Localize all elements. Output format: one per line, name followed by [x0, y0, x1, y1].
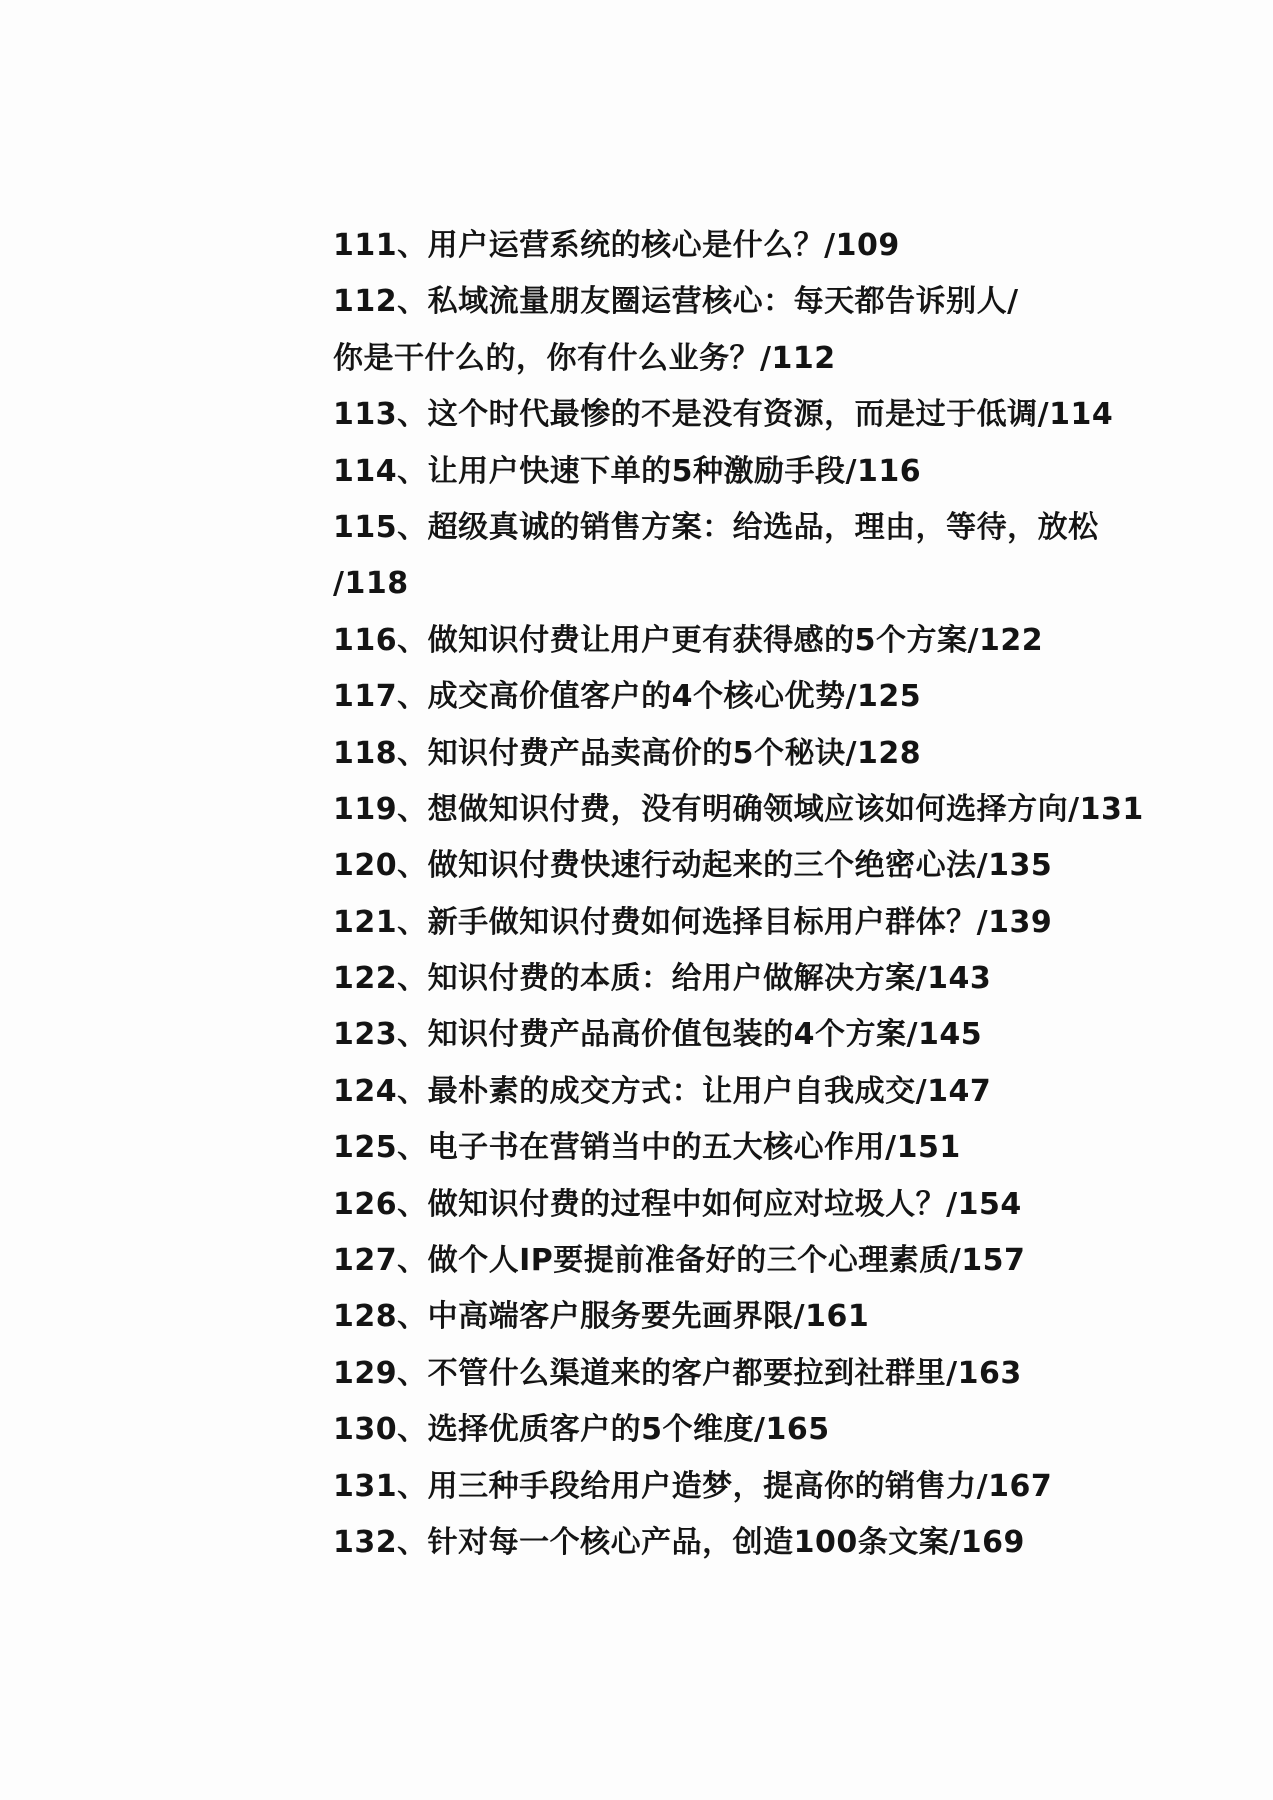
toc-entry	[333, 838, 1233, 894]
toc-entry-title: 121、新手做知识付费如何选择目标用户群体？/139	[333, 904, 1053, 940]
toc-entry-title: 127、做个人IP要提前准备好的三个心理素质/157	[333, 1243, 1026, 1279]
toc-entry	[333, 274, 1233, 387]
toc-entry-title: 132、针对每一个核心产品，创造100条文案/169	[333, 1524, 1025, 1560]
toc-entry-title: 115、超级真诚的销售方案：给选品，理由，等待，放松	[333, 509, 1099, 545]
toc-entry	[333, 951, 1233, 1007]
toc-entry	[333, 1402, 1233, 1458]
toc-entry-title: 131、用三种手段给用户造梦，提高你的销售力/167	[333, 1468, 1053, 1504]
toc-entry	[333, 1007, 1233, 1063]
toc-entry-title: 117、成交高价值客户的4个核心优势/125	[333, 679, 922, 715]
toc-entry-title: 111、用户运营系统的核心是什么？/109	[333, 228, 900, 263]
toc-entry-continuation: 你是干什么的，你有什么业务？/112	[333, 340, 836, 376]
toc-entry	[333, 1346, 1233, 1402]
table-of-contents	[333, 218, 1233, 1571]
toc-entry-title: 126、做知识付费的过程中如何应对垃圾人？/154	[333, 1186, 1022, 1222]
toc-entry	[333, 1177, 1233, 1233]
toc-entry	[333, 500, 1233, 613]
toc-entry	[333, 782, 1233, 838]
toc-entry-title: 114、让用户快速下单的5种激励手段/116	[333, 453, 922, 489]
toc-entry	[333, 669, 1233, 725]
toc-entry	[333, 1064, 1233, 1120]
toc-entry	[333, 726, 1233, 782]
toc-entry-title: 118、知识付费产品卖高价的5个秘诀/128	[333, 735, 922, 771]
toc-entry-title: 122、知识付费的本质：给用户做解决方案/143	[333, 961, 992, 997]
toc-entry	[333, 1120, 1233, 1176]
toc-entry-title: 130、选择优质客户的5个维度/165	[333, 1412, 830, 1448]
toc-entry	[333, 444, 1233, 500]
toc-entry-title: 116、做知识付费让用户更有获得感的5个方案/122	[333, 622, 1044, 658]
toc-entry-title: 112、私域流量朋友圈运营核心：每天都告诉别人/	[333, 284, 1019, 320]
toc-entry-title: 125、电子书在营销当中的五大核心作用/151	[333, 1130, 961, 1166]
toc-entry	[333, 613, 1233, 669]
toc-entry-title: 128、中高端客户服务要先画界限/161	[333, 1299, 870, 1335]
toc-entry-title: 123、知识付费产品高价值包装的4个方案/145	[333, 1017, 983, 1053]
toc-entry	[333, 218, 1233, 274]
toc-entry-continuation: /118	[333, 566, 409, 602]
toc-entry	[333, 1233, 1233, 1289]
toc-entry-title: 113、这个时代最惨的不是没有资源，而是过于低调/114	[333, 397, 1114, 433]
toc-entry	[333, 1515, 1233, 1571]
toc-entry-title: 129、不管什么渠道来的客户都要拉到社群里/163	[333, 1355, 1022, 1391]
toc-entry-title: 124、最朴素的成交方式：让用户自我成交/147	[333, 1073, 992, 1109]
toc-entry-title: 119、想做知识付费，没有明确领域应该如何选择方向/131	[333, 791, 1144, 827]
toc-entry	[333, 895, 1233, 951]
toc-entry	[333, 1459, 1233, 1515]
toc-entry-title: 120、做知识付费快速行动起来的三个绝密心法/135	[333, 848, 1053, 884]
toc-entry	[333, 387, 1233, 443]
toc-entry	[333, 1289, 1233, 1345]
